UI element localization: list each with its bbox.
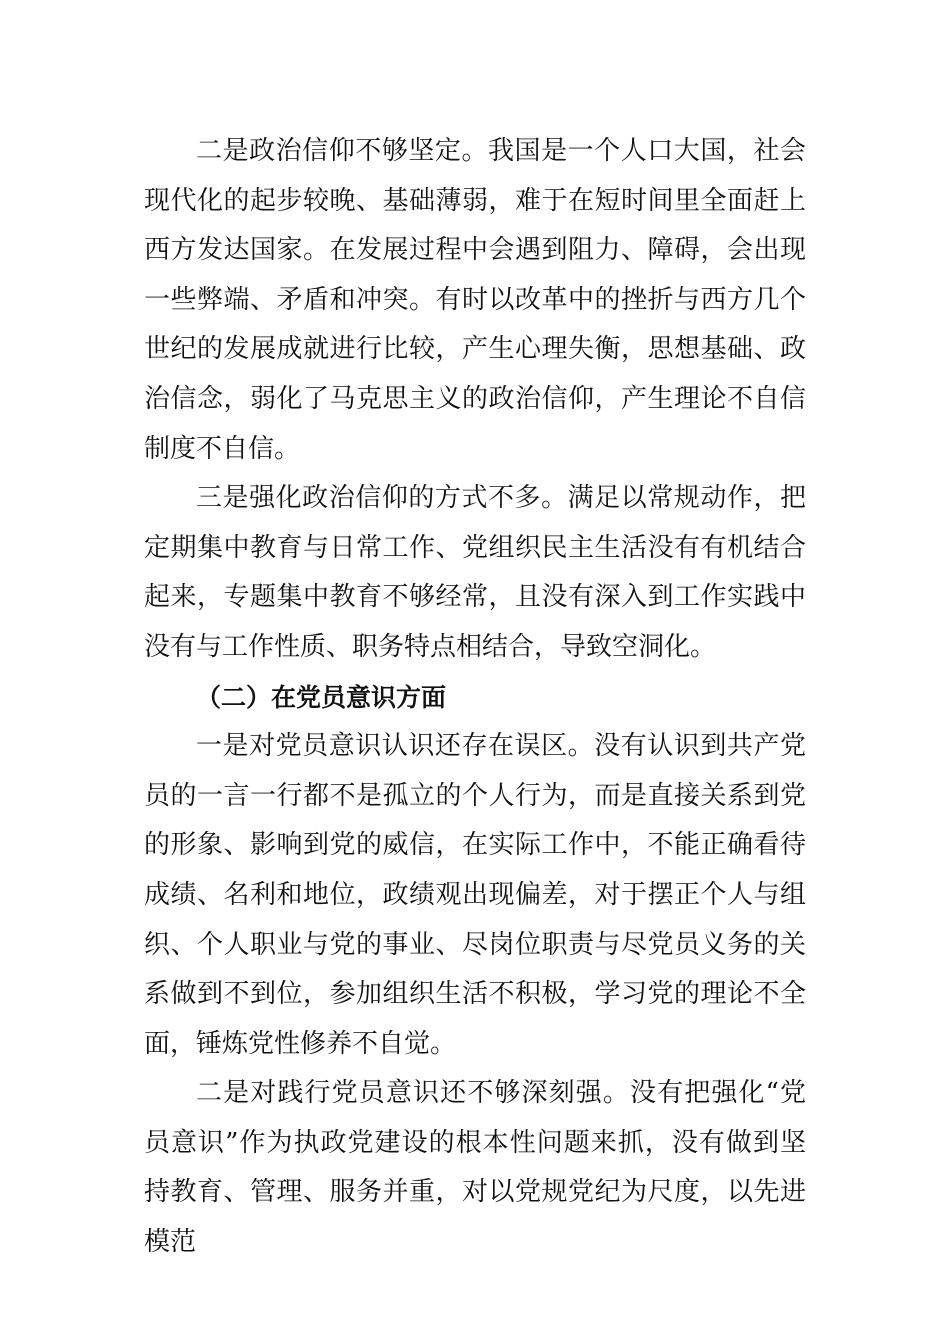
- paragraph-strengthen-belief: 三是强化政治信仰的方式不多。满足以常规动作，把定期集中教育与日常工作、党组织民主生活没有有机结合起来，专题集中教育不够经常，且没有深入到工作实践中没有与工作性质、职务特点相结合，导致空洞化。: [144, 483, 806, 662]
- paragraph-practice-awareness: 二是对践行党员意识还不够深刻强。没有把强化“党员意识”作为执政党建设的根本性问题来抓，没有做到坚持教育、管理、服务并重，对以党规党纪为尺度，以先进模范: [144, 1078, 806, 1258]
- document-body: [144, 127, 806, 1268]
- section-heading-party-awareness: （二）在党员意识方面: [196, 682, 447, 712]
- paragraph-awareness-misunderstanding: 一是对党员意识认识还存在误区。没有认识到共产党员的一言一行都不是孤立的个人行为，而是直接关系到党的形象、影响到党的威信，在实际工作中，不能正确看待成绩、名利和地位，政绩观出现偏差，对于摆正个人与组织、个人职业与党的事业、尽岗位职责与尽党员义务的关系做到不到位，参加组织生活不积极，学习党的理论不全面，锤炼党性修养不自觉。: [144, 731, 806, 1059]
- paragraph-political-belief: 二是政治信仰不够坚定。我国是一个人口大国，社会现代化的起步较晚、基础薄弱，难于在短时间里全面赶上西方发达国家。在发展过程中会遇到阻力、障碍，会出现一些弊端、矛盾和冲突。有时以改革中的挫折与西方几个世纪的发展成就进行比较，产生心理失衡，思想基础、政治信念，弱化了马克思主义的政治信仰，产生理论不自信制度不自信。: [144, 136, 806, 464]
